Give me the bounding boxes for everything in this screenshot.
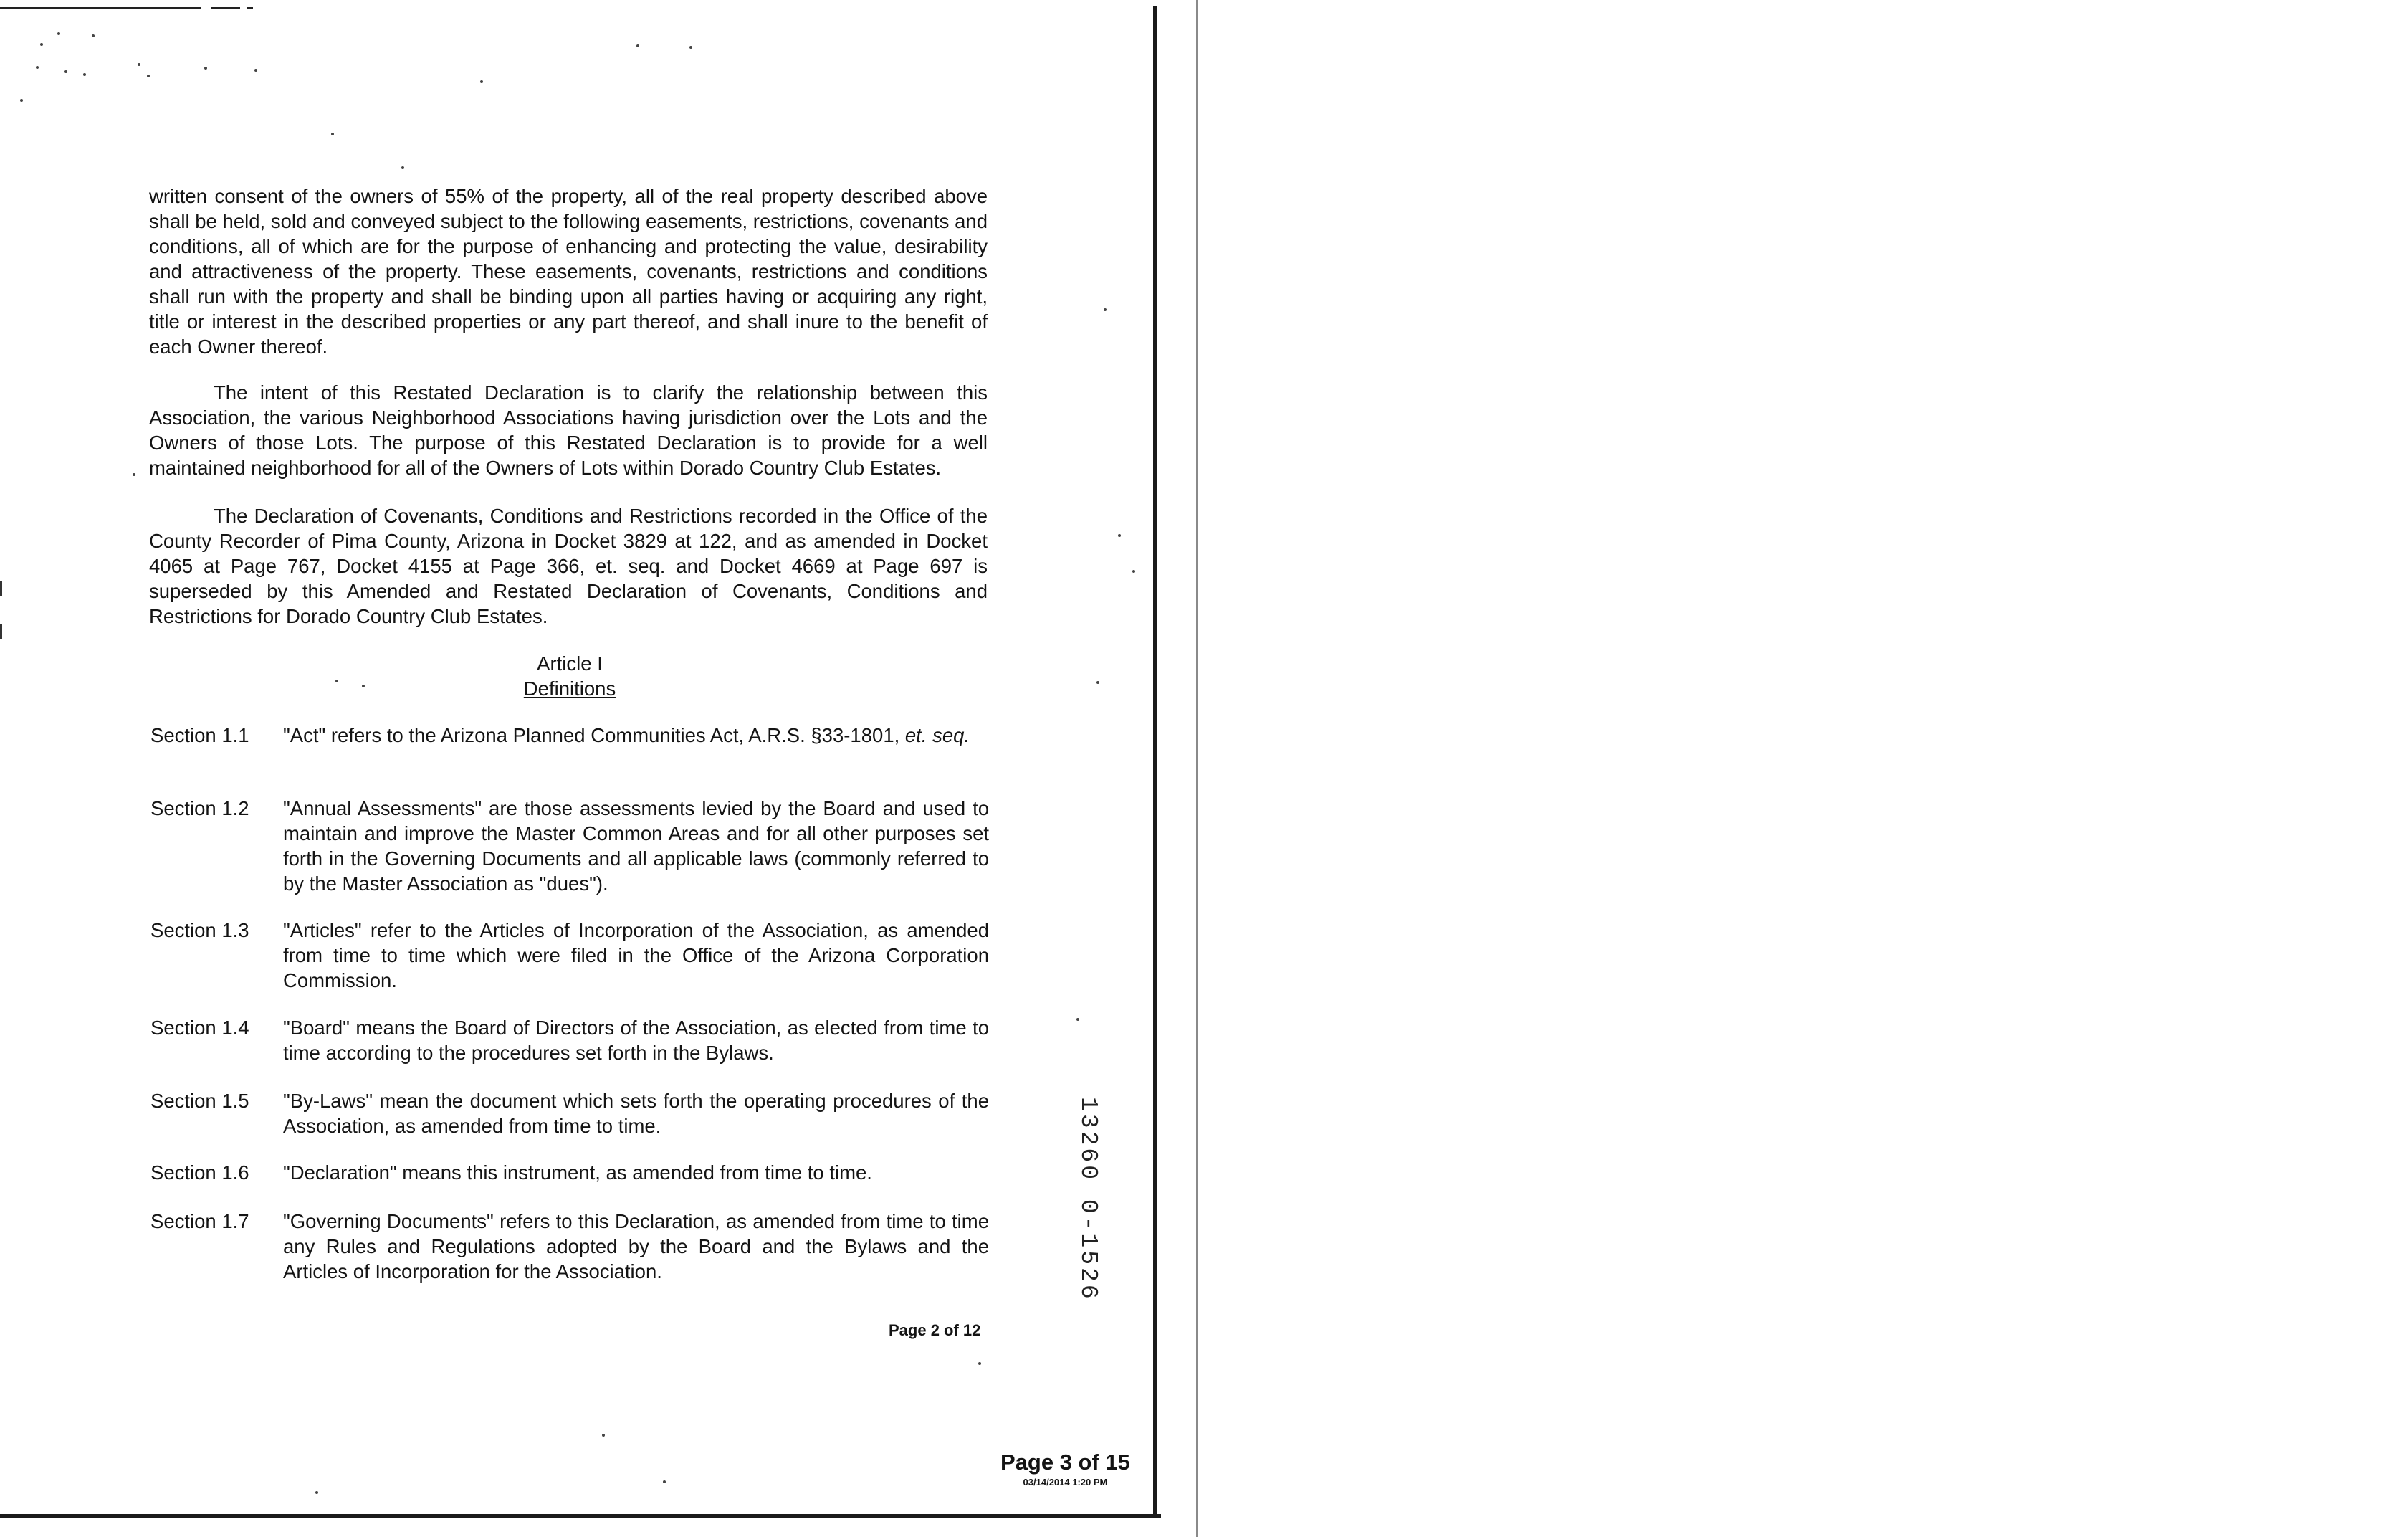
section-label: Section 1.5 xyxy=(150,1090,249,1112)
sheet-divider xyxy=(1196,0,1198,1537)
article-heading xyxy=(416,651,724,701)
section-text xyxy=(283,723,989,748)
outer-page-number: Page 3 of 15 xyxy=(1000,1450,1130,1475)
page-border-right xyxy=(1153,6,1157,1518)
definition-section xyxy=(150,1015,996,1065)
definition-section xyxy=(150,1088,996,1138)
section-label: Section 1.4 xyxy=(150,1017,249,1039)
definition-section xyxy=(150,796,996,896)
article-title: Definitions xyxy=(523,677,616,700)
definition-section xyxy=(150,1160,996,1185)
section-text: "Governing Documents" refers to this Declaration, as amended from time to time any Rules and Regulations adopted by the Board and the Bylaws and the Articles of Incorporation for the Association. xyxy=(283,1210,989,1283)
inner-page-number: Page 2 of 12 xyxy=(889,1321,981,1339)
body-paragraph: The intent of this Restated Declaration is to clarify the relationship between this Association, the various Neighborhood Associations having jurisdiction over the Lots and the Owners of those Lots. The purpose of this Restated Declaration is to provide for a well maintained neighborhood for all of the Owners of Lots within Dorado Country Club Estates. xyxy=(149,381,988,479)
recording-page-footer xyxy=(1000,1450,1130,1488)
definition-section xyxy=(150,918,996,993)
section-label: Section 1.6 xyxy=(150,1161,249,1184)
section-label: Section 1.2 xyxy=(150,797,249,819)
section-text-italic: et. seq. xyxy=(904,724,970,746)
section-label: Section 1.3 xyxy=(150,919,249,941)
recorded-timestamp: 03/14/2014 1:20 PM xyxy=(1023,1477,1108,1488)
section-label: Section 1.7 xyxy=(150,1210,249,1232)
definition-section xyxy=(150,723,996,774)
section-text: "Board" means the Board of Directors of the Association, as elected from time to time according to the procedures set forth in the Bylaws. xyxy=(283,1017,989,1064)
section-text: "Articles" refer to the Articles of Incorporation of the Association, as amended from time to time which were filed in the Office of the Arizona Corporation Commission. xyxy=(283,919,989,991)
section-text: "Declaration" means this instrument, as amended from time to time. xyxy=(283,1161,872,1184)
document-page xyxy=(0,0,1147,1513)
article-number: Article I xyxy=(537,652,603,675)
page-border-bottom xyxy=(0,1514,1161,1518)
section-text: "Annual Assessments" are those assessments levied by the Board and used to maintain and improve the Master Common Areas and for all other purposes set forth in the Governing Documents and all applicable laws (commonly referred to by the Master Association as "dues"). xyxy=(283,797,989,895)
body-paragraph: The Declaration of Covenants, Conditions and Restrictions recorded in the Office of the County Recorder of Pima County, Arizona in Docket 3829 at 122, and as amended in Docket 4065 at Page 767, Docket 4155 at Page 366, et. seq. and Docket 4669 at Page 697 is superseded by this Amended and Restated Declaration of Covenants, Conditions and Restrictions for Dorado Country Club Estates. xyxy=(149,505,988,627)
section-text-main: "Act" refers to the Arizona Planned Communities Act, A.R.S. §33-1801, xyxy=(283,724,905,746)
body-paragraph: written consent of the owners of 55% of the property, all of the real property described above shall be held, sold and conveyed subject to the following easements, restrictions, covenants and conditions, all of which are for the purpose of enhancing and protecting the value, desirability and attractiveness of the property. These easements, covenants, restrictions and conditions shall run with the property and shall be binding upon all parties having or acquiring any right, title or interest in the described properties or any part thereof, and shall inure to the benefit of each Owner thereof. xyxy=(149,185,988,358)
definition-section xyxy=(150,1209,996,1284)
section-text: "By-Laws" mean the document which sets forth the operating procedures of the Association, as amended from time to time. xyxy=(283,1090,989,1137)
docket-stamp: 13260 0-1526 xyxy=(1075,1097,1102,1302)
section-label: Section 1.1 xyxy=(150,724,249,746)
